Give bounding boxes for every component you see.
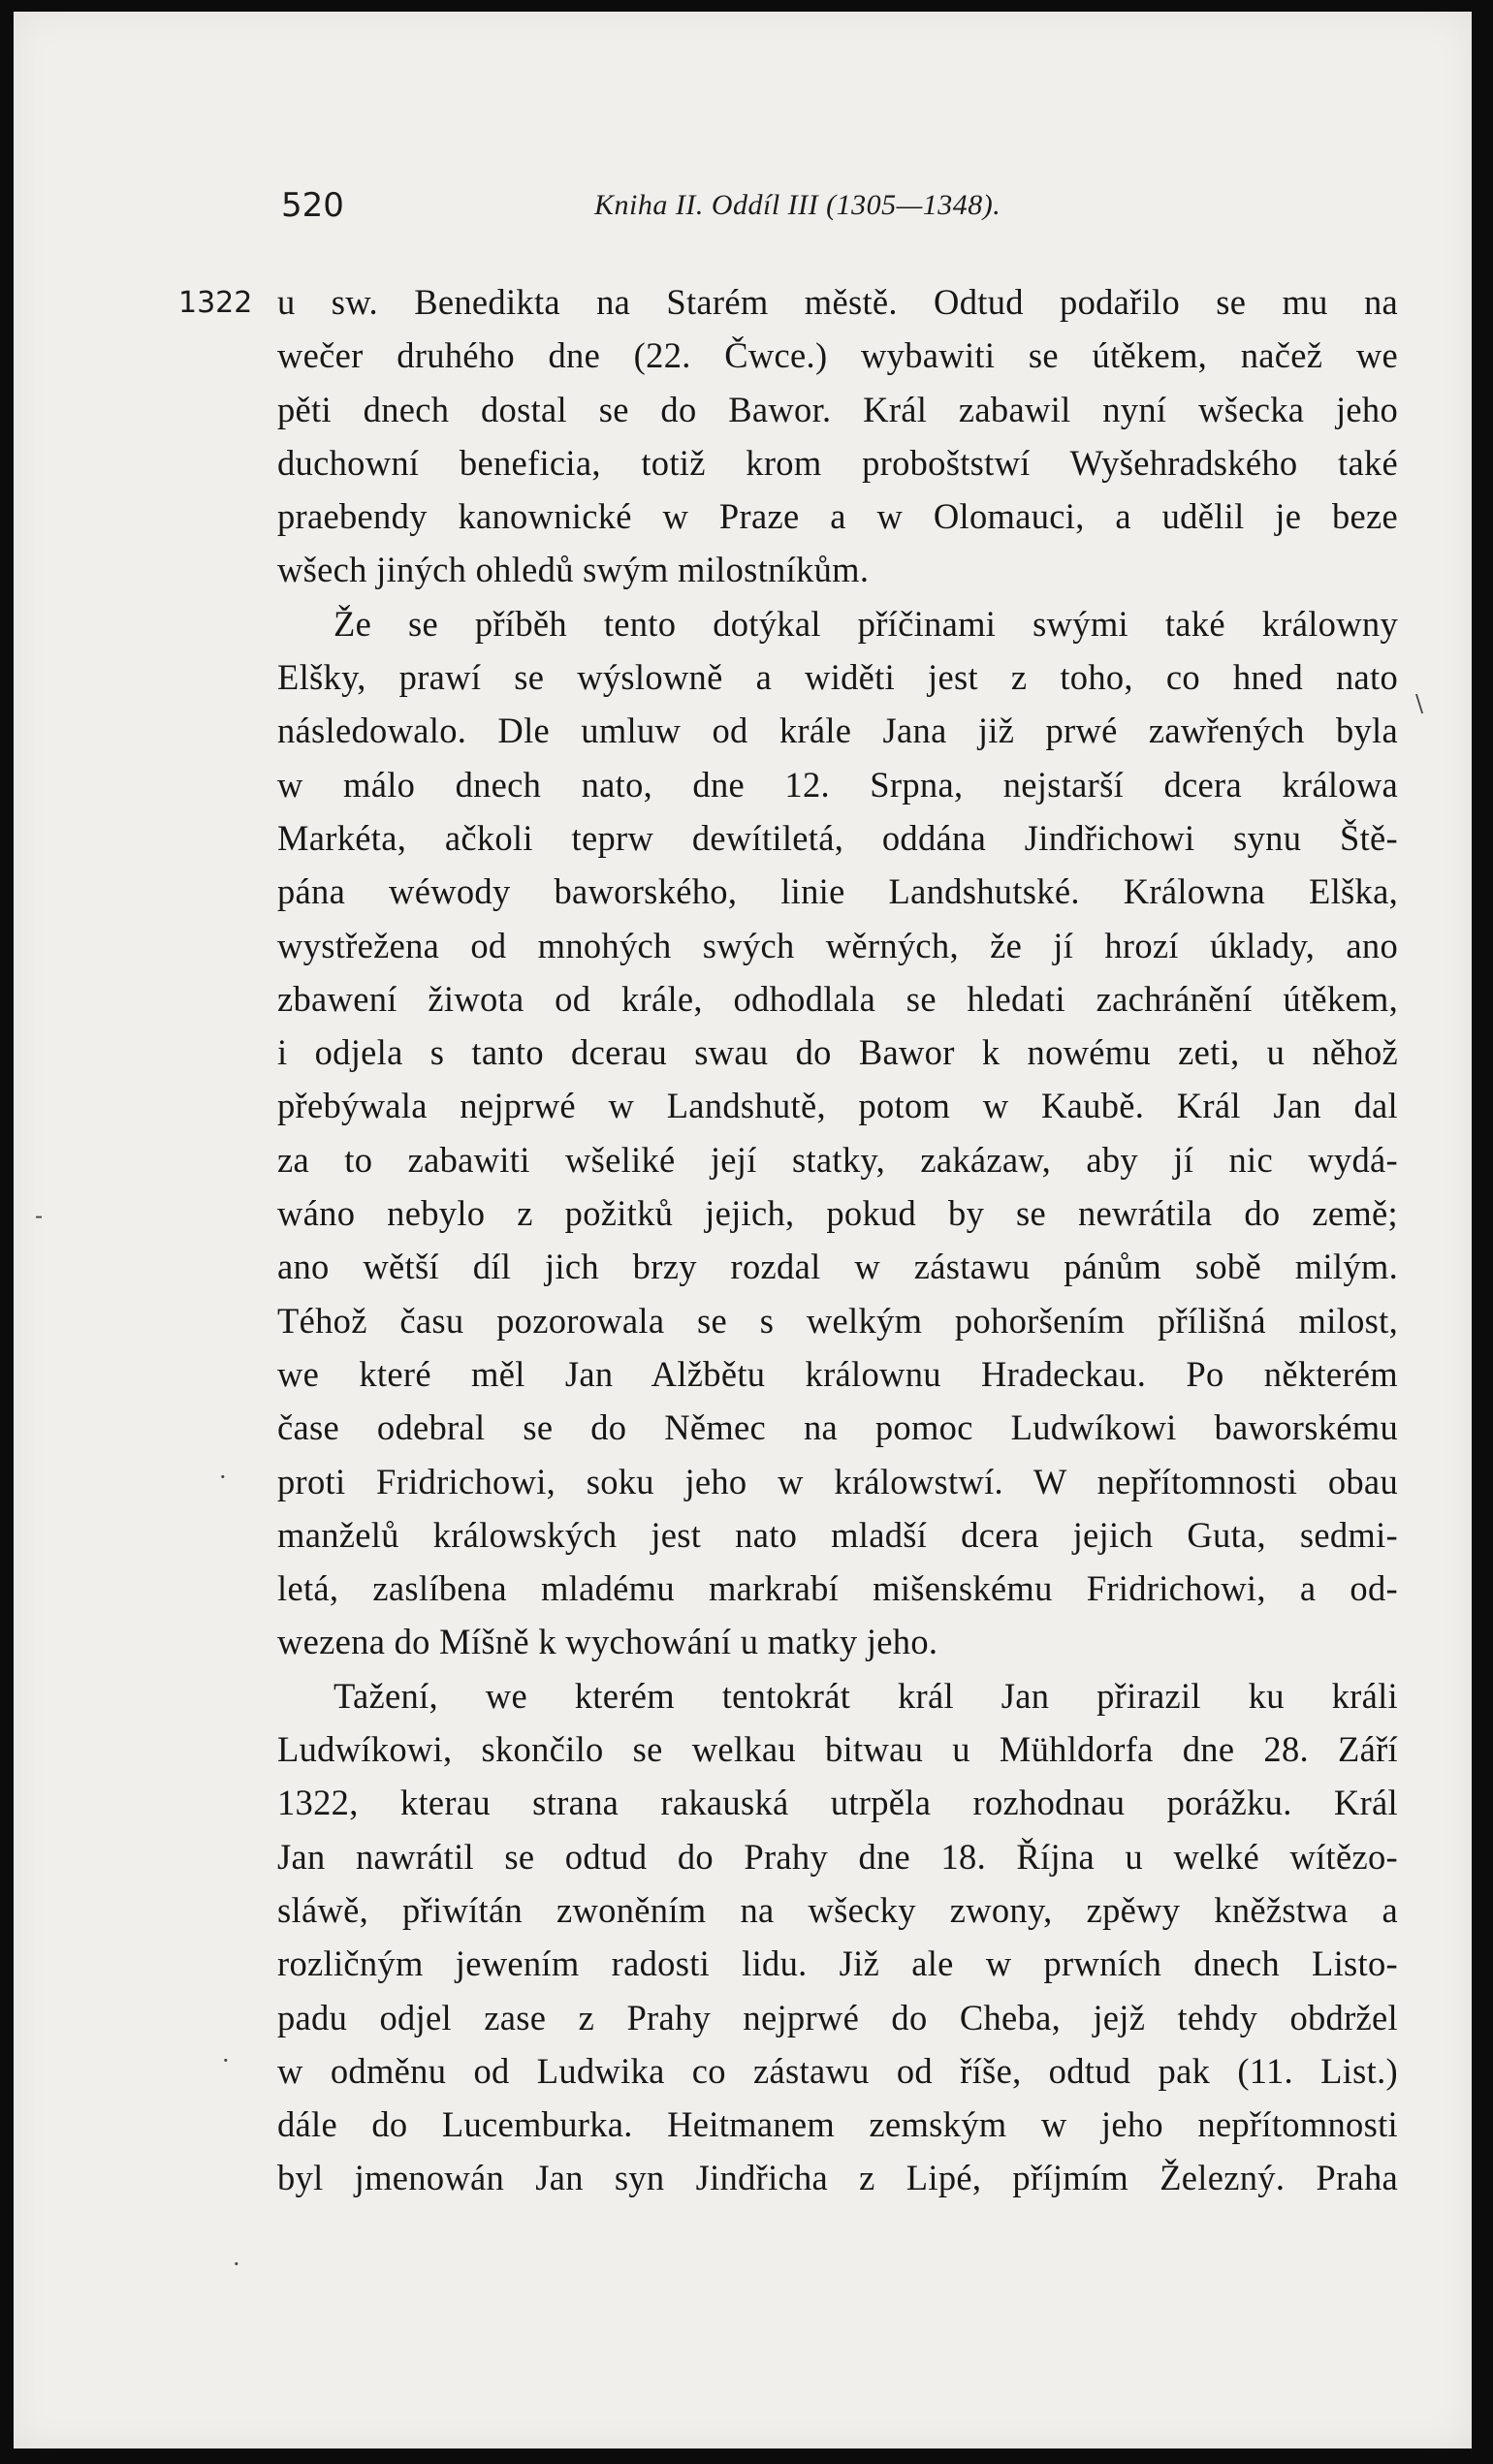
text-line: u sw. Benedikta na Starém městě. Odtud podařilo se mu na — [277, 282, 1398, 322]
text-line: wečer druhého dne (22. Čwce.) wybawiti se útěkem, načež we — [277, 335, 1398, 376]
text-line: za to zabawiti wšeliké její statky, zakázaw, aby jí nic wydá- — [277, 1139, 1398, 1180]
paper-speck-mark: · — [233, 2251, 240, 2278]
text-line: následowalo. Dle umluw od krále Jana již prwé zawřených byla — [277, 711, 1398, 751]
text-line: w odměnu od Ludwika co zástawu od říše, odtud pak (11. List.) — [277, 2050, 1398, 2091]
book-page — [14, 12, 1472, 2448]
margin-year-note: 1322 — [178, 286, 253, 320]
text-line: proti Fridrichowi, soku jeho w králowstwí. W nepřítomnosti obau — [277, 1461, 1398, 1501]
text-line: wšech jiných ohledů swým milostníkům. — [277, 550, 870, 590]
text-line: letá, zaslíbena mladému markrabí mišenskému Fridrichowi, a od- — [277, 1568, 1398, 1609]
text-line: čase odebral se do Němec na pomoc Ludwíkowi baworskému — [277, 1407, 1398, 1448]
text-line: 1322, kterau strana rakauská utrpěla rozhodnau porážku. Král — [277, 1783, 1398, 1823]
text-line: dále do Lucemburka. Heitmanem zemským w jeho nepřítomnosti — [277, 2104, 1398, 2145]
text-line: pána wéwody baworského, linie Landshutské. Králowna Elška, — [277, 871, 1398, 912]
text-line: Téhož času pozorowala se s welkým pohoršením přílišná milost, — [277, 1300, 1398, 1341]
paper-speck-mark: · — [219, 1464, 227, 1491]
text-line: byl jmenowán Jan syn Jindřicha z Lipé, příjmím Železný. Praha — [277, 2158, 1398, 2198]
text-line: manželů králowských jest nato mladší dcera jejich Guta, sedmi- — [277, 1514, 1398, 1555]
text-line: Ludwíkowi, skončilo se welkau bitwau u Mühldorfa dne 28. Září — [277, 1729, 1398, 1770]
text-line: Jan nawrátil se odtud do Prahy dne 18. Října u welké wítězo- — [277, 1836, 1398, 1877]
paper-speck-mark: \ — [1415, 690, 1424, 717]
text-line: duchowní beneficia, totiž krom proboštstwí Wyšehradského také — [277, 442, 1398, 483]
text-line: w málo dnech nato, dne 12. Srpna, nejstarší dcera králowa — [277, 764, 1398, 805]
paper-speck-mark: · — [222, 2047, 230, 2074]
text-line: wystřežena od mnohých swých wěrných, že jí hrozí úklady, ano — [277, 925, 1398, 965]
text-body — [277, 275, 1398, 2205]
text-line: we které měl Jan Alžbětu králownu Hradeckau. Po některém — [277, 1353, 1398, 1394]
text-line: sláwě, přiwítán zwoněním na wšecky zwony, zpěwy kněžstwa a — [277, 1889, 1398, 1930]
text-line: padu odjel zase z Prahy nejprwé do Cheba, jejž tehdy obdržel — [277, 1997, 1398, 2038]
text-line: rozličným jewením radosti lidu. Již ale w prwních dnech Listo- — [277, 1943, 1398, 1984]
text-line: Elšky, prawí se wýslowně a widěti jest z toho, co hned nato — [277, 657, 1398, 698]
text-line: wezena do Míšně k wychowání u matky jeho. — [277, 1622, 938, 1662]
page-header — [281, 186, 1154, 244]
text-line: Markéta, ačkoli teprw dewítiletá, oddána Jindřichowi synu Ště- — [277, 817, 1398, 858]
paragraph-start-line: Že se příběh tento dotýkal příčinami swými také králowny — [334, 603, 1398, 644]
text-line: zbawení žiwota od krále, odhodlala se hledati zachránění útěkem, — [277, 978, 1398, 1019]
running-head: Kniha II. Oddíl III (1305—1348). — [594, 189, 1001, 221]
paper-speck-mark: - — [35, 1202, 44, 1229]
text-line: wáno nebylo z požitků jejich, pokud by se newrátila do země; — [277, 1193, 1398, 1234]
text-line: přebýwala nejprwé w Landshutě, potom w Kaubě. Král Jan dal — [277, 1086, 1398, 1126]
paragraph-start-line: Tažení, we kterém tentokrát král Jan přirazil ku králi — [334, 1675, 1398, 1716]
text-line: pěti dnech dostal se do Bawor. Král zabawil nyní wšecka jeho — [277, 389, 1398, 429]
text-line: praebendy kanownické w Praze a w Olomauci, a udělil je beze — [277, 496, 1398, 537]
text-line: i odjela s tanto dcerau swau do Bawor k nowému zeti, u něhož — [277, 1032, 1398, 1073]
page-number: 520 — [281, 186, 344, 225]
text-line: ano wětší díl jich brzy rozdal w zástawu pánům sobě milým. — [277, 1247, 1398, 1287]
